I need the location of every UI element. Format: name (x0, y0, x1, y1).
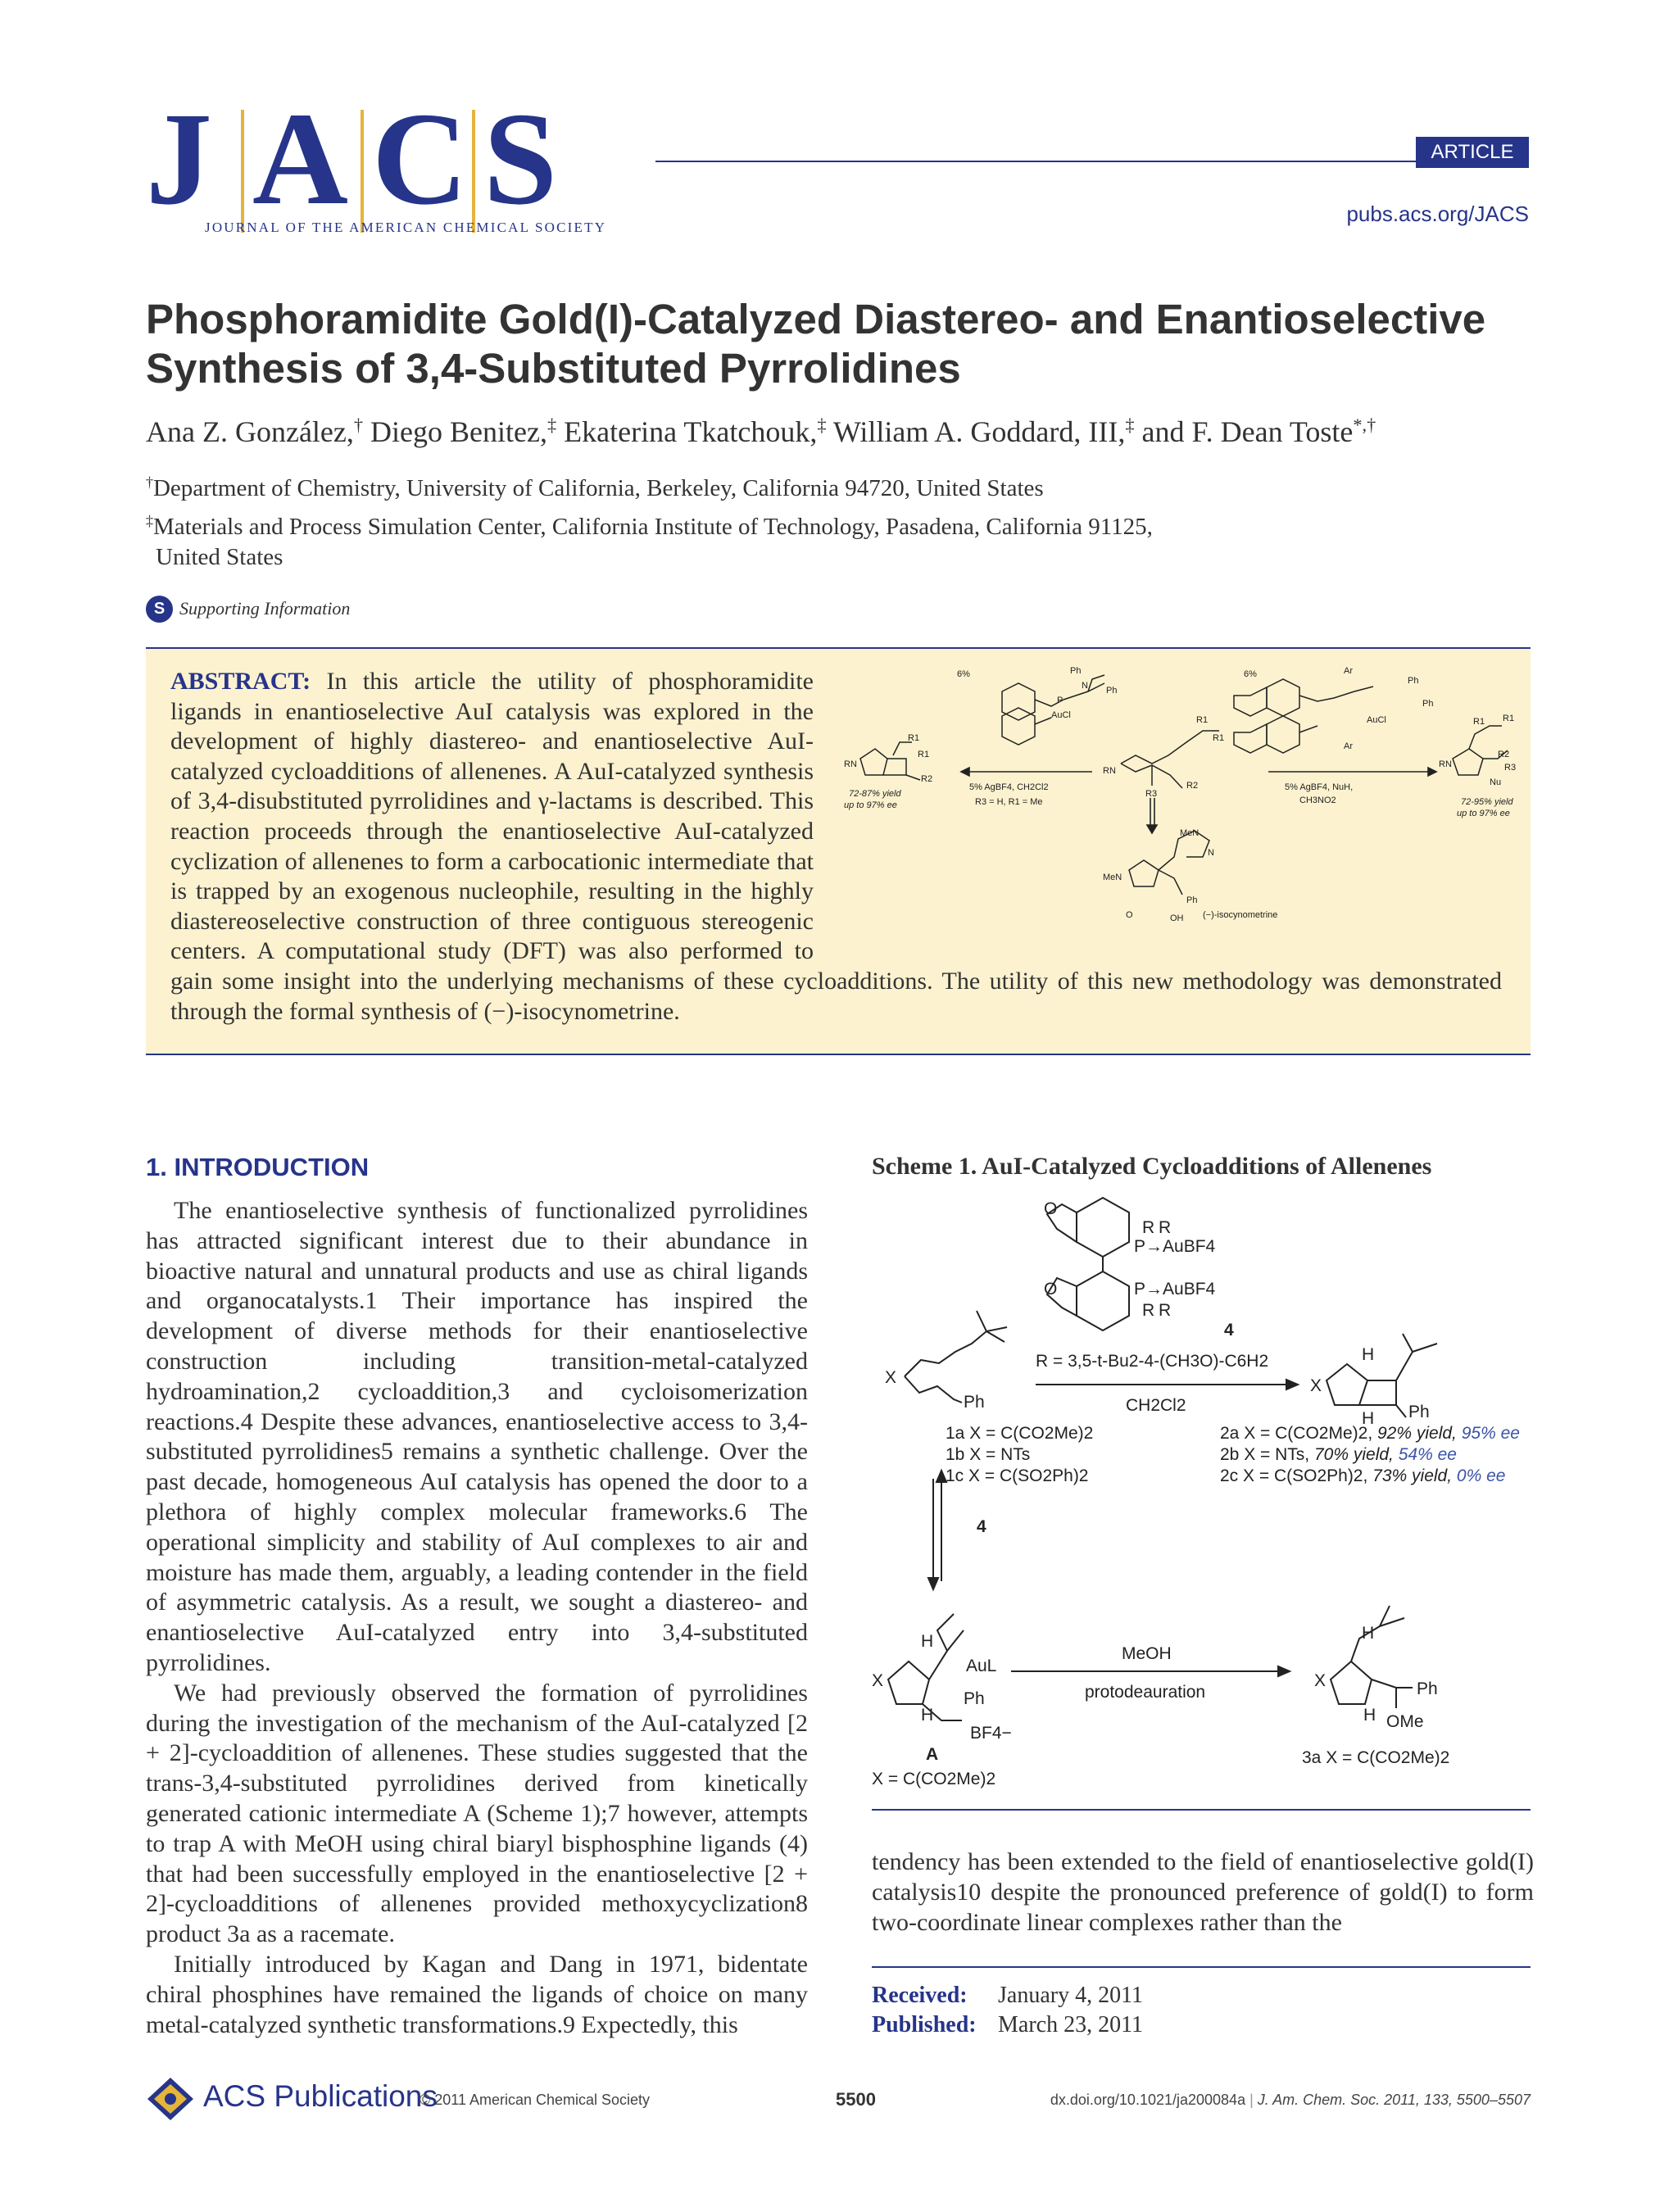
section-heading: 1. INTRODUCTION (146, 1153, 370, 1181)
logo-divider (361, 110, 364, 233)
supporting-info-icon: S (146, 596, 173, 623)
ligand-number: 4 (1224, 1321, 1234, 1339)
scheme-label: X (872, 1671, 884, 1690)
intermediate-label: A (926, 1745, 939, 1764)
product-3a-label: 3a X = C(CO2Me)2 (1302, 1748, 1450, 1767)
toc-label: P (1057, 696, 1063, 705)
scheme-label: P→AuBF4 (1134, 1280, 1216, 1299)
ring-shape (1077, 1271, 1129, 1330)
logo-letter-s: S (483, 86, 558, 233)
affiliation-mark: † (146, 474, 153, 491)
product-yield: 70% yield, (1313, 1445, 1394, 1464)
scheme-label: X (1310, 1376, 1322, 1395)
affiliation (146, 474, 1375, 504)
bond-shape (1035, 718, 1051, 724)
published-date: March 23, 2011 (998, 2012, 1144, 2037)
bond-shape (1396, 1334, 1413, 1380)
toc-label: R1 (1473, 717, 1485, 727)
bond-shape (947, 1630, 964, 1651)
article-type-badge: ARTICLE (1416, 137, 1529, 168)
scheme-label: R (1159, 1218, 1172, 1237)
received-label: Received: (872, 1983, 968, 2008)
toc-label: RN (844, 759, 857, 769)
toc-label: Ph (1408, 676, 1419, 686)
scheme-label: BF4− (970, 1724, 1012, 1743)
logo-letter-c: C (372, 86, 468, 233)
intermediate-x-label: X = C(CO2Me)2 (872, 1770, 996, 1788)
paragraph: Initially introduced by Kagan and Dang in 1971, bidentate chiral phosphines have remained the ligands of choice on many metal-catalyzed synthetic transformations.9 Expectedly, this (146, 1950, 808, 2038)
toc-label: O (1126, 910, 1133, 920)
arrow-head (1147, 825, 1157, 833)
toc-label: MeN (1103, 873, 1122, 882)
toc-graphic (842, 666, 1517, 937)
toc-label: RN (1439, 759, 1452, 769)
ring-shape (888, 1661, 929, 1704)
toc-label: Ph (1186, 895, 1198, 905)
step-name-label: protodeauration (1085, 1683, 1206, 1702)
supporting-info-label: Supporting Information (179, 598, 351, 619)
product-label (1220, 1466, 1505, 1485)
scheme-label: H (1363, 1706, 1376, 1725)
scheme-label: H (1362, 1409, 1375, 1428)
product-ee: 54% ee (1398, 1445, 1457, 1464)
author-mark: *,† (1353, 415, 1376, 435)
toc-label: R1 (1213, 733, 1225, 743)
logo-letter-j: J (146, 86, 212, 233)
toc-loading-left: 6% (957, 669, 970, 679)
author-mark: ‡ (546, 415, 557, 435)
ring-shape (1267, 716, 1299, 753)
catalyst-arrow-label: 4 (977, 1517, 986, 1536)
toc-conditions: R3 = H, R1 = Me (975, 797, 1043, 807)
supporting-information-link[interactable] (146, 594, 350, 623)
ring-shape (1234, 724, 1267, 753)
scheme-label: X (1314, 1671, 1327, 1690)
author-mark: ‡ (1125, 415, 1135, 435)
bond-shape (1159, 870, 1182, 895)
citation-text: J. Am. Chem. Soc. 2011, 133, 5500–5507 (1257, 2092, 1531, 2108)
bond-shape (1372, 1679, 1413, 1688)
scheme-label: X (885, 1368, 897, 1387)
toc-label: R1 (1503, 714, 1515, 723)
ring-shape (1267, 679, 1299, 716)
toc-label: R1 (918, 750, 930, 759)
toc-label: R2 (1186, 781, 1199, 791)
author-name[interactable]: William A. Goddard, III, (832, 415, 1126, 448)
title-line-1: Phosphoramidite Gold(I)-Catalyzed Diastereo- and Enantioselective (146, 296, 1486, 342)
toc-yield: 72-95% yield (1461, 797, 1513, 807)
affiliation-text: Department of Chemistry, University of California, Berkeley, California 94720, United States (152, 475, 1044, 501)
acs-logo-icon (144, 2074, 197, 2124)
scheme-label: O (1044, 1199, 1058, 1218)
product-label (1220, 1424, 1520, 1443)
scheme-label: H (921, 1632, 934, 1651)
substrate-label: 1b X = NTs (946, 1445, 1031, 1464)
abstract-body: In this article the utility of phosphoramidite ligands in enantioselective AuI catalysis was explored in the development of highly diastereo- and enantioselective AuI-catalyzed cycloadditions of allenenes. A AuI-catalyzed synthesis of 3,4-disubstituted pyrrolidines and γ-lactams is described. This reaction proceeds through the enantioselective AuI-catalyzed cyclization of allenenes to form a carbocationic intermediate that is trapped by an exogenous nucleophile, resulting in the highly diastereoselective construction of three contiguous stereogenic centers. A computational study (DFT) was also performed to gain some insight into the underlying mechanisms of these cycloadditions. The utility of this new methodology was demonstrated through the formal synthesis of (−)-isocynometrine. (170, 668, 1502, 1025)
ligand-r-definition: R = 3,5-t-Bu2-4-(CH3O)-C6H2 (1036, 1352, 1269, 1371)
author-mark: ‡ (817, 415, 827, 435)
scheme-title: Scheme 1. AuI-Catalyzed Cycloadditions of Allenenes (872, 1153, 1432, 1180)
toc-label: R3 (1145, 789, 1158, 799)
product-yield: 92% yield, (1377, 1424, 1457, 1443)
toc-label: Ph (1106, 686, 1118, 696)
bond-shape (1413, 1344, 1437, 1352)
ring-shape (1077, 1198, 1129, 1257)
logo-divider (241, 110, 244, 233)
arrow-head (1286, 1380, 1298, 1389)
scheme-label: AuL (966, 1657, 997, 1675)
doi-link[interactable]: dx.doi.org/10.1021/ja200084a (1050, 2092, 1246, 2108)
scheme-label: H (921, 1706, 934, 1725)
author-mark: † (353, 415, 364, 435)
publication-dates (872, 1981, 1143, 2040)
header-rule (655, 161, 1529, 162)
ring-shape (1453, 749, 1483, 775)
product-text: 2c X = C(SO2Ph)2, (1220, 1466, 1368, 1485)
toc-label: N (1208, 848, 1214, 858)
dates-divider (872, 1966, 1531, 1968)
toc-label: R1 (1196, 715, 1209, 725)
alkene-chain-shape (905, 1376, 962, 1403)
product-text: 2b X = NTs, (1220, 1445, 1310, 1464)
ring-shape (1359, 1380, 1396, 1405)
toc-label: Ph (1070, 666, 1082, 676)
toc-conditions: CH3NO2 (1299, 796, 1336, 805)
toc-conditions: 5% AgBF4, NuH, (1285, 782, 1354, 792)
toc-label: R2 (921, 774, 933, 784)
received-date: January 4, 2011 (998, 1983, 1144, 2008)
solvent-label: CH2Cl2 (1126, 1396, 1186, 1415)
toc-label: N (1082, 681, 1088, 691)
bond-shape (906, 775, 920, 780)
ring-shape (1002, 708, 1035, 745)
bond-shape (1088, 675, 1104, 691)
bond-shape (1299, 726, 1317, 732)
toc-label: Ar (1344, 741, 1353, 751)
toc-ee: up to 97% ee (844, 800, 897, 810)
right-column-text (872, 1847, 1534, 1938)
ring-shape (1129, 860, 1159, 886)
toc-label: Ph (1422, 699, 1434, 709)
arrow-head (1428, 768, 1436, 776)
abstract-label: ABSTRACT: (170, 668, 311, 695)
bond-shape (1396, 1405, 1406, 1417)
scheme-label: O (1044, 1280, 1058, 1299)
scheme-label: Ph (964, 1689, 985, 1708)
published-label: Published: (872, 2012, 977, 2037)
scheme-label: R (1142, 1218, 1155, 1237)
author-list (146, 414, 1539, 450)
affiliation (146, 512, 1375, 573)
copyright-notice: © 2011 American Chemical Society (420, 2092, 651, 2108)
toc-label: MeN (1180, 828, 1200, 838)
author-name[interactable]: Ekaterina Tkatchouk, (564, 415, 818, 448)
substrate-label: 1c X = C(SO2Ph)2 (946, 1466, 1089, 1485)
ring-shape (1002, 683, 1035, 720)
logo-letters (146, 86, 574, 233)
logo-divider (472, 110, 475, 233)
product-yield: 73% yield, (1372, 1466, 1453, 1485)
abstract-box (146, 647, 1531, 1055)
journal-url-link[interactable]: pubs.acs.org/JACS (1346, 202, 1529, 226)
scheme-1-graphic (872, 1196, 1534, 1802)
paragraph: The enantioselective synthesis of functionalized pyrrolidines has attracted significant interest due to their abundance in bioactive natural and unnatural products and use as chiral ligands and organocatalysts.1 Their importance has inspired the development of diverse methods for their enantioselective construction including transition-metal-catalyzed hydroamination,2 cycloaddition,3 and cycloisomerization reactions.4 Despite these advances, enantioselective access to 3,4-substituted pyrrolidines5 remains a synthetic challenge. Over the past decade, homogeneous AuI catalysis has opened the door to a plethora of highly complex molecular frameworks.6 The operational simplicity and stability of AuI complexes to air and moisture has made them, arguably, a leading contender in the field of asymmetric catalysis. As a result, we sought a diastereo- and enantioselective AuI-catalyzed entry into 3,4-substituted pyrrolidines. (146, 1197, 808, 1676)
toc-label: Ar (1344, 666, 1353, 676)
page-number: 5500 (836, 2089, 876, 2110)
title-line-2: Synthesis of 3,4-Substituted Pyrrolidines (146, 345, 961, 392)
toc-label: OH (1170, 913, 1184, 923)
bond-shape (1469, 726, 1502, 749)
scheme-label: R (1142, 1301, 1155, 1320)
article-title (146, 295, 1539, 393)
reagent-label: MeOH (1122, 1644, 1172, 1663)
ring-shape (860, 749, 887, 775)
left-column-text (146, 1196, 808, 2040)
author-name[interactable]: Diego Benitez, (370, 415, 547, 448)
toc-loading-right: 6% (1244, 669, 1257, 679)
arrow-head (928, 1578, 938, 1589)
scheme-label: Ph (1417, 1679, 1438, 1698)
arrow-head (1278, 1666, 1290, 1676)
journal-logo (146, 86, 637, 235)
logo-tagline: JOURNAL OF THE AMERICAN CHEMICAL SOCIETY (205, 220, 607, 235)
toc-label: R1 (908, 733, 920, 743)
publisher-name: ACS Publications (203, 2079, 438, 2113)
toc-label: Nu (1490, 777, 1502, 787)
product-ee: 0% ee (1456, 1466, 1506, 1485)
bond-shape (1299, 687, 1373, 701)
ring-shape (1327, 1364, 1367, 1405)
toc-yield: 72-87% yield (849, 789, 901, 799)
product-ee: 95% ee (1461, 1424, 1520, 1443)
product-text: 2a X = C(CO2Me)2, (1220, 1424, 1373, 1443)
toc-natural-product: (−)-isocynometrine (1203, 910, 1278, 920)
ring-shape (1234, 687, 1267, 716)
allene-chain-shape (1121, 731, 1219, 764)
toc-conditions: 5% AgBF4, CH2Cl2 (969, 782, 1049, 792)
author-name[interactable]: Ana Z. González, (146, 415, 354, 448)
arrow-head (961, 768, 969, 776)
product-label (1220, 1445, 1457, 1464)
bond-shape (893, 742, 912, 755)
scheme-label: H (1362, 1624, 1375, 1643)
toc-label: R2 (1498, 750, 1510, 759)
scheme-label: OMe (1386, 1712, 1424, 1731)
paragraph: tendency has been extended to the field of enantioselective gold(I) catalysis10 despite the pronounced preference of gold(I) to form two-coordinate linear complexes rather than the (872, 1848, 1534, 1936)
affiliation-text-cont: United States (156, 544, 283, 570)
logo-letter-a: A (252, 86, 348, 233)
affiliation-text: Materials and Process Simulation Center, California Institute of Technology, Pasadena, California 91125, (152, 514, 1153, 540)
citation-footer: dx.doi.org/10.1021/ja200084a | J. Am. Chem. Soc. 2011, 133, 5500–5507 (1050, 2092, 1531, 2108)
toc-label: AuCl (1367, 715, 1386, 725)
toc-label: RN (1103, 766, 1116, 776)
scheme-label: R (1159, 1301, 1172, 1320)
scheme-divider (872, 1809, 1531, 1811)
paragraph: We had previously observed the formation of pyrrolidines during the investigation of the mechanism of the AuI-catalyzed [2 + 2]-cycloaddition of allenenes. These studies suggested that the trans-3,4-substituted pyrrolidines derived from kinetically generated cationic intermediate A (Scheme 1);7 however, attempts to trap A with MeOH using chiral biaryl bisphosphine ligands (4) that had been successfully employed in the enantioselective [2 + 2]-cycloadditions of allenenes provided methoxycyclization8 product 3a as a racemate. (146, 1679, 808, 1948)
scheme-label: P→AuBF4 (1134, 1237, 1216, 1256)
scheme-label: Ph (964, 1393, 985, 1412)
affiliation-mark: ‡ (146, 512, 153, 529)
toc-label: AuCl (1051, 710, 1071, 720)
ring-shape (1331, 1661, 1372, 1704)
scheme-label: Ph (1408, 1403, 1430, 1421)
substrate-label: 1a X = C(CO2Me)2 (946, 1424, 1094, 1443)
scheme-label: H (1362, 1345, 1375, 1364)
toc-label: R3 (1504, 763, 1517, 773)
toc-ee: up to 97% ee (1457, 809, 1510, 818)
bond-shape (977, 1311, 1005, 1342)
author-name[interactable]: and F. Dean Toste (1141, 415, 1354, 448)
